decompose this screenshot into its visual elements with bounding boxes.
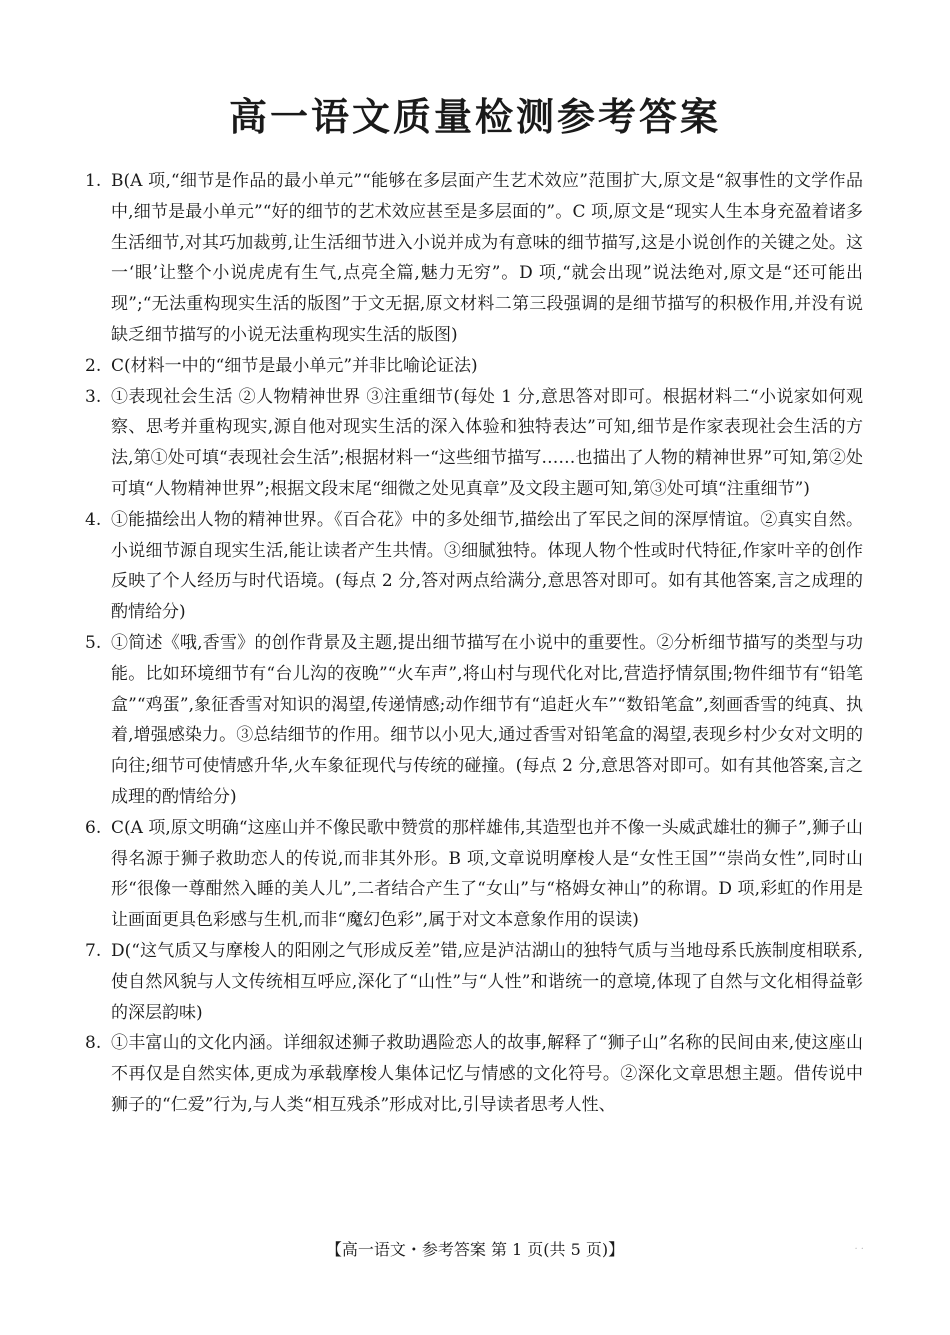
answer-item-3 [85,382,863,505]
answer-item-6 [85,813,863,936]
corner-mark: · · [854,1244,864,1255]
answer-text: ①能描绘出人物的精神世界。《百合花》中的多处细节,描绘出了军民之间的深厚情谊。②真实自然。小说细节源自现实生活,能让读者产生共情。③细腻独特。体现人物个性或时代特征,作家叶辛的创作反映了个人经历与时代语境。(每点 2 分,答对两点给满分,意思答对即可。如有其他答案,言之成理的酌情给分) [111,509,863,623]
answer-number: 4. [85,509,102,530]
answer-number: 8. [85,1033,102,1054]
answer-item-1 [85,166,863,351]
page-footer: 【高一语文・参考答案 第 1 页(共 5 页)】 [325,1240,625,1259]
answer-number: 1. [85,171,102,191]
answer-number: 2. [85,355,102,376]
answer-number: 6. [85,817,102,838]
answer-text: B(A 项,“细节是作品的最小单元”“能够在多层面产生艺术效应”范围扩大,原文是“叙事性的文学作品中,细节是最小单元”“好的细节的艺术效应甚至是多层面的”。C 项,原文是“现实人生本身充盈着诸多生活细节,对其巧加裁剪,让生活细节进入小说并成为有意味的细节描写,这是小说创作的关键之处。这一‘眼’让整个小说虎虎有生气,点亮全篇,魅力无穷”。D 项,“就会出现”说法绝对,原文是“还可能出现”;“无法重构现实生活的版图”于文无据,原文材料二第三段强调的是细节描写的积极作用,并没有说缺乏细节描写的小说无法重构现实生活的版图) [111,171,863,345]
answer-item-2 [85,351,863,382]
answer-text: C(材料一中的“细节是最小单元”并非比喻论证法) [111,355,478,376]
answer-number: 3. [85,386,102,407]
page-title: 高一语文质量检测参考答案 [228,95,721,139]
answers-list [85,166,863,1121]
answer-number: 5. [85,632,102,653]
answer-text: ①表现社会生活 ②人物精神世界 ③注重细节(每处 1 分,意思答对即可。根据材料二“小说家如何观察、思考并重构现实,源自他对现实生活的深入体验和独特表达”可知,细节是作家表现社会生活的方法,第①处可填“表现社会生活”;根据材料一“这些细节描写……也描出了人物的精神世界”可知,第②处可填“人物精神世界”;根据文段末尾“细微之处见真章”及文段主题可知,第③处可填“注重细节”) [111,386,863,499]
answer-item-5 [85,628,863,813]
answer-text: C(A 项,原文明确“这座山并不像民歌中赞赏的那样雄伟,其造型也并不像一头威武雄壮的狮子”,狮子山得名源于狮子救助恋人的传说,而非其外形。B 项,文章说明摩梭人是“女性王国”“崇尚女性”,同时山形“很像一尊酣然入睡的美人儿”,二者结合产生了“女山”与“格姆女神山”的称谓。D 项,彩虹的作用是让画面更具色彩感与生机,而非“魔幻色彩”,属于对文本意象作用的误读) [111,817,863,931]
answer-item-7 [85,936,863,1028]
answer-item-4 [85,505,863,628]
answer-text: ①丰富山的文化内涵。详细叙述狮子救助遇险恋人的故事,解释了“狮子山”名称的民间由来,使这座山不再仅是自然实体,更成为承载摩梭人集体记忆与情感的文化符号。②深化文章思想主题。借传说中狮子的“仁爱”行为,与人类“相互残杀”形成对比,引导读者思考人性、 [111,1033,863,1115]
answer-text: ①简述《哦,香雪》的创作背景及主题,提出细节描写在小说中的重要性。②分析细节描写的类型与功能。比如环境细节有“台儿沟的夜晚”“火车声”,将山村与现代化对比,营造抒情氛围;物件细节有“铅笔盒”“鸡蛋”,象征香雪对知识的渴望,传递情感;动作细节有“追赶火车”“数铅笔盒”,刻画香雪的纯真、执着,增强感染力。③总结细节的作用。细节以小见大,通过香雪对铅笔盒的渴望,表现乡村少女对文明的向往;细节可使情感升华,火车象征现代与传统的碰撞。(每点 2 分,意思答对即可。如有其他答案,言之成理的酌情给分) [111,632,863,807]
answer-text: D(“这气质又与摩梭人的阳刚之气形成反差”错,应是泸沽湖山的独特气质与当地母系氏族制度相联系,使自然风貌与人文传统相互呼应,深化了“山性”与“人性”和谐统一的意境,体现了自然与文化相得益彰的深层韵味) [111,940,863,1023]
answer-number: 7. [85,940,102,961]
answer-item-8 [85,1028,863,1120]
